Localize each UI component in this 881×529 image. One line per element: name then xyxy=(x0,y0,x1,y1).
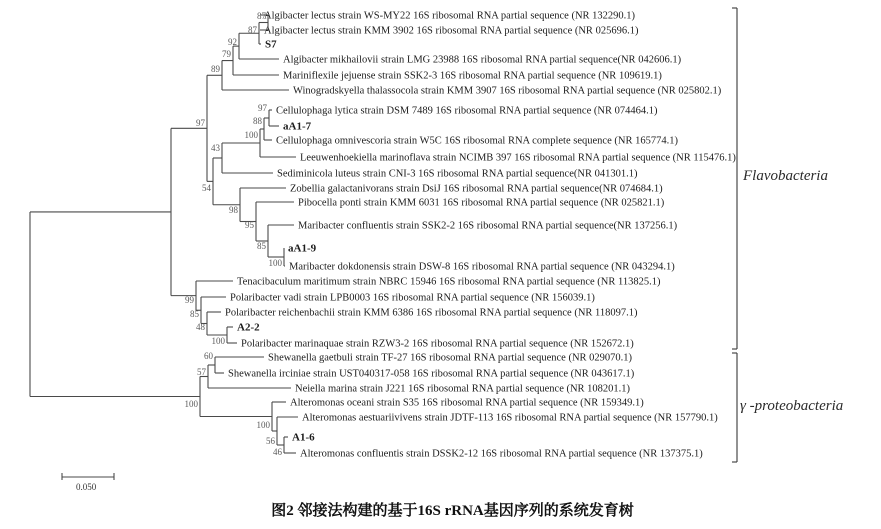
leaf-label: Sediminicola luteus strain CNI-3 16S ribosomal RNA partial sequence(NR 041301.1) xyxy=(277,168,638,180)
leaf-label: aA1-7 xyxy=(283,120,312,133)
leaf-label: Pibocella ponti strain KMM 6031 16S ribosomal RNA partial sequence (NR 025821.1) xyxy=(298,197,665,209)
leaf-label: Winogradskyella thalassocola strain KMM 3907 16S ribosomal RNA partial sequence (NR 025802.1) xyxy=(293,85,722,97)
figure-caption: 图2 邻接法构建的基于16S rRNA基因序列的系统发育树 xyxy=(271,503,634,519)
bootstrap-value: 85 xyxy=(190,309,199,319)
bootstrap-value: 56 xyxy=(266,436,275,446)
bootstrap-value: 54 xyxy=(202,183,211,193)
bootstrap-value: 100 xyxy=(184,399,198,409)
bootstrap-value: 100 xyxy=(268,258,282,268)
bootstrap-value: 92 xyxy=(228,37,237,47)
leaf-label: Alteromonas confluentis strain DSSK2-12 16S ribosomal RNA partial sequence (NR 137375.1) xyxy=(300,448,703,460)
leaf-label: Polaribacter reichenbachii strain KMM 6386 16S ribosomal RNA partial sequence (NR 118097.1) xyxy=(225,307,638,319)
bootstrap-value: 98 xyxy=(229,205,238,215)
leaf-label: S7 xyxy=(265,38,277,51)
bootstrap-value: 85 xyxy=(257,241,266,251)
leaf-label: Cellulophaga omnivescoria strain W5C 16S ribosomal RNA complete sequence (NR 165774.1) xyxy=(276,135,678,147)
leaf-label: Shewanella gaetbuli strain TF-27 16S ribosomal RNA partial sequence (NR 029070.1) xyxy=(268,352,633,364)
leaf-label: Polaribacter marinaquae strain RZW3-2 16S ribosomal RNA partial sequence (NR 152672.1) xyxy=(241,338,634,350)
leaf-label: Leeuwenhoekiella marinoflava strain NCIMB 397 16S ribosomal RNA partial sequence (NR 115476.1) xyxy=(300,152,736,164)
bootstrap-value: 97 xyxy=(196,118,205,128)
leaf-label: Zobellia galactanivorans strain DsiJ 16S ribosomal RNA partial sequence(NR 074684.1) xyxy=(290,183,663,195)
bootstrap-value: 95 xyxy=(245,220,254,230)
leaf-label: Tenacibaculum maritimum strain NBRC 15946 16S ribosomal RNA partial sequence (NR 113825.1) xyxy=(237,276,661,288)
leaf-label: Mariniflexile jejuense strain SSK2-3 16S ribosomal RNA partial sequence (NR 109619.1) xyxy=(283,70,662,82)
leaf-label: Cellulophaga lytica strain DSM 7489 16S ribosomal RNA partial sequence (NR 074464.1) xyxy=(276,105,658,117)
bootstrap-value: 89 xyxy=(211,64,220,74)
leaf-label: Algibacter mikhailovii strain LMG 23988 16S ribosomal RNA partial sequence(NR 042606.1) xyxy=(283,54,682,66)
bootstrap-value: 87 xyxy=(257,11,266,21)
leaf-label: Maribacter confluentis strain SSK2-2 16S ribosomal RNA partial sequence(NR 137256.1) xyxy=(298,220,678,232)
bootstrap-value: 79 xyxy=(222,49,231,59)
leaf-label: Alteromonas aestuariivivens strain JDTF-113 16S ribosomal RNA partial sequence (NR 157790.1) xyxy=(302,412,718,424)
leaf-label: Algibacter lectus strain WS-MY22 16S ribosomal RNA partial sequence (NR 132290.1) xyxy=(264,10,636,22)
bootstrap-value: 100 xyxy=(244,130,258,140)
bootstrap-value: 46 xyxy=(273,447,282,457)
leaf-label: A2-2 xyxy=(237,321,260,334)
bootstrap-value: 100 xyxy=(256,420,270,430)
leaf-label: A1-6 xyxy=(292,431,315,444)
bootstrap-value: 100 xyxy=(211,336,225,346)
leaf-label: Neiella marina strain J221 16S ribosomal RNA partial sequence (NR 108201.1) xyxy=(295,383,631,395)
scale-bar-label: 0.050 xyxy=(76,482,97,492)
leaf-label: Shewanella irciniae strain UST040317-058 16S ribosomal RNA partial sequence (NR 043617.1) xyxy=(228,368,635,380)
bootstrap-value: 88 xyxy=(253,116,262,126)
leaf-label: Alteromonas oceani strain S35 16S ribosomal RNA partial sequence (NR 159349.1) xyxy=(290,397,644,409)
leaf-label: Algibacter lectus strain KMM 3902 16S ribosomal RNA partial sequence (NR 025696.1) xyxy=(264,25,639,37)
bootstrap-value: 43 xyxy=(211,143,220,153)
group-label-flavobacteria: Flavobacteria xyxy=(743,168,828,184)
bootstrap-value: 87 xyxy=(248,25,257,35)
bootstrap-value: 57 xyxy=(197,367,206,377)
bootstrap-value: 97 xyxy=(258,103,267,113)
leaf-label: aA1-9 xyxy=(288,242,317,255)
bootstrap-value: 99 xyxy=(185,295,194,305)
leaf-label: Maribacter dokdonensis strain DSW-8 16S ribosomal RNA partial sequence (NR 043294.1) xyxy=(289,261,675,273)
group-label-gamma-proteobacteria: γ -proteobacteria xyxy=(740,398,844,414)
bootstrap-value: 48 xyxy=(196,322,205,332)
leaf-label: Polaribacter vadi strain LPB0003 16S ribosomal RNA partial sequence (NR 156039.1) xyxy=(230,292,595,304)
bootstrap-value: 60 xyxy=(204,351,213,361)
